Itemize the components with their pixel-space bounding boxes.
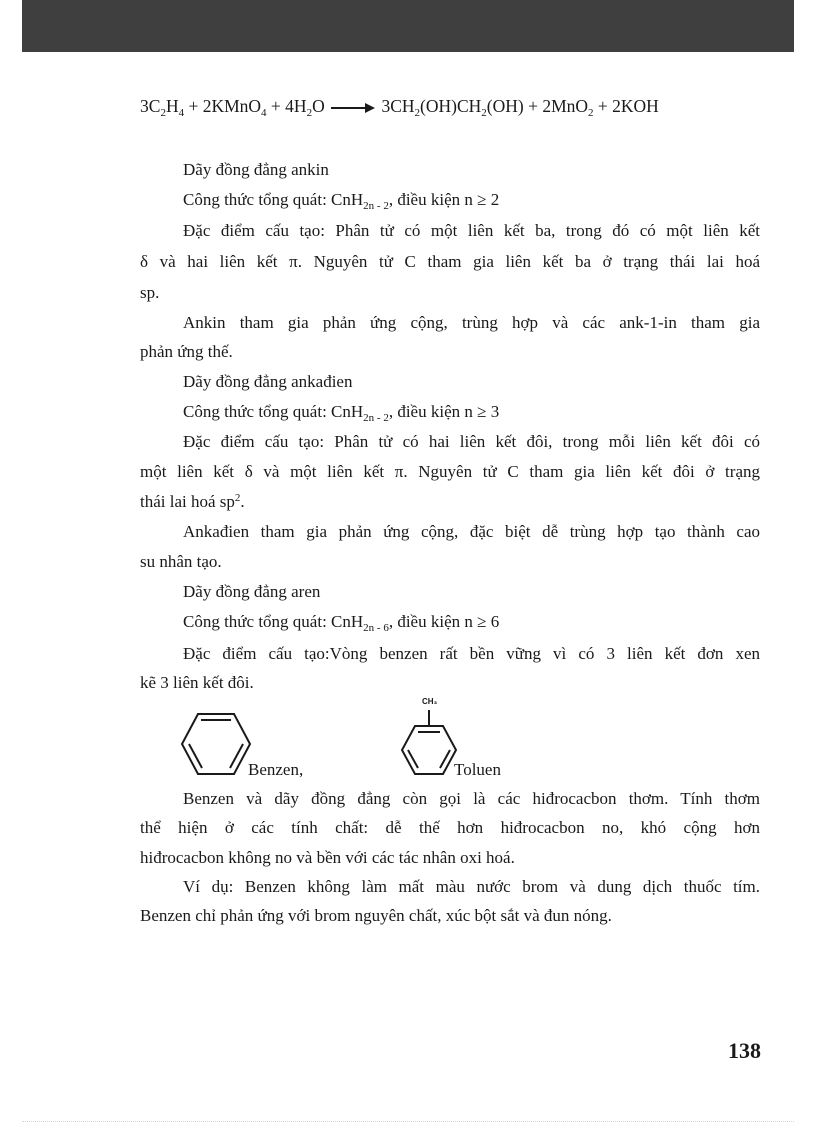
page-number: 138 — [728, 1038, 761, 1063]
ankin-structure-line-1: Đặc điểm cấu tạo: Phân tử có một liên kết ba, trong đó có một liên kết — [183, 221, 760, 240]
aren-heading: Dãy đồng đẳng aren — [183, 582, 321, 601]
methyl-label: CH₃ — [422, 697, 438, 706]
ankin-structure-line-3: sp. — [140, 283, 160, 302]
benzen-label: Benzen, — [248, 760, 304, 779]
example-line-2: Benzen chỉ phản ứng với brom nguyên chất, xúc bột sắt và đun nóng. — [140, 906, 612, 925]
aromatic-line-2: thể hiện ở các tính chất: dễ thế hơn hiđrocacbon no, khó cộng hơn — [140, 818, 760, 837]
aromatic-line-3: hiđrocacbon không no và bền với các tác nhân oxi hoá. — [140, 848, 515, 867]
ankin-reaction-line-2: phản ứng thế. — [140, 342, 233, 361]
ankin-reaction-line-1: Ankin tham gia phản ứng cộng, trùng hợp và các ank-1-in tham gia — [183, 313, 760, 332]
ankadien-reaction-line-1: Ankađien tham gia phản ứng cộng, đặc biệt dễ trùng hợp tạo thành cao — [183, 522, 760, 541]
ankin-formula: Công thức tổng quát: CnH$_{2n - 2}$, điều kiện n ≥ 2 — [183, 190, 500, 212]
aren-structure-line-1: Đặc điểm cấu tạo:Vòng benzen rất bền vững vì có 3 liên kết đơn xen — [183, 644, 760, 663]
page-header-bar — [22, 0, 794, 52]
ankin-structure-line-2: δ và hai liên kết π. Nguyên tử C tham gia liên kết ba ở trạng thái lai hoá — [140, 252, 760, 271]
ankin-heading: Dãy đồng đẳng ankin — [183, 160, 329, 179]
equation-rhs: $3CH_2(OH)CH_2(OH) + 2MnO_2 + 2KOH$ — [381, 96, 659, 119]
ankadien-structure-line-3: thái lai hoá $sp^2$. — [140, 492, 245, 511]
aromatic-line-1: Benzen và dãy đồng đẳng còn gọi là các hiđrocacbon thơm. Tính thơm — [183, 789, 760, 808]
ankadien-reaction-line-2: su nhân tạo. — [140, 552, 222, 571]
page-bottom-border — [22, 1121, 794, 1122]
ankadien-heading: Dãy đồng đẳng ankađien — [183, 372, 353, 391]
example-line-1: Ví dụ: Benzen không làm mất màu nước brom và dung dịch thuốc tím. — [183, 877, 760, 896]
benzene-ring-icon — [180, 712, 252, 776]
aren-structure-line-2: kẽ 3 liên kết đôi. — [140, 673, 254, 692]
ankadien-structure-line-2: một liên kết δ và một liên kết π. Nguyên tử C tham gia liên kết đôi ở trạng — [140, 462, 760, 481]
aren-formula: Công thức tổng quát: CnH$_{2n - 6}$, điều kiện n ≥ 6 — [183, 612, 500, 634]
equation-lhs: $3C_2H_4$ + 2KMnO$_4$ + $4H_2O$ — [140, 96, 325, 119]
toluen-label: Toluen — [454, 760, 501, 779]
toluene-ring-icon — [400, 708, 458, 776]
ankadien-structure-line-1: Đặc điểm cấu tạo: Phân tử có hai liên kết đôi, trong mỗi liên kết đôi có — [183, 432, 760, 451]
reaction-arrow-icon — [331, 102, 375, 114]
oxidation-equation — [140, 96, 659, 117]
ankadien-formula: Công thức tổng quát: CnH$_{2n - 2}$, điều kiện n ≥ 3 — [183, 402, 500, 424]
